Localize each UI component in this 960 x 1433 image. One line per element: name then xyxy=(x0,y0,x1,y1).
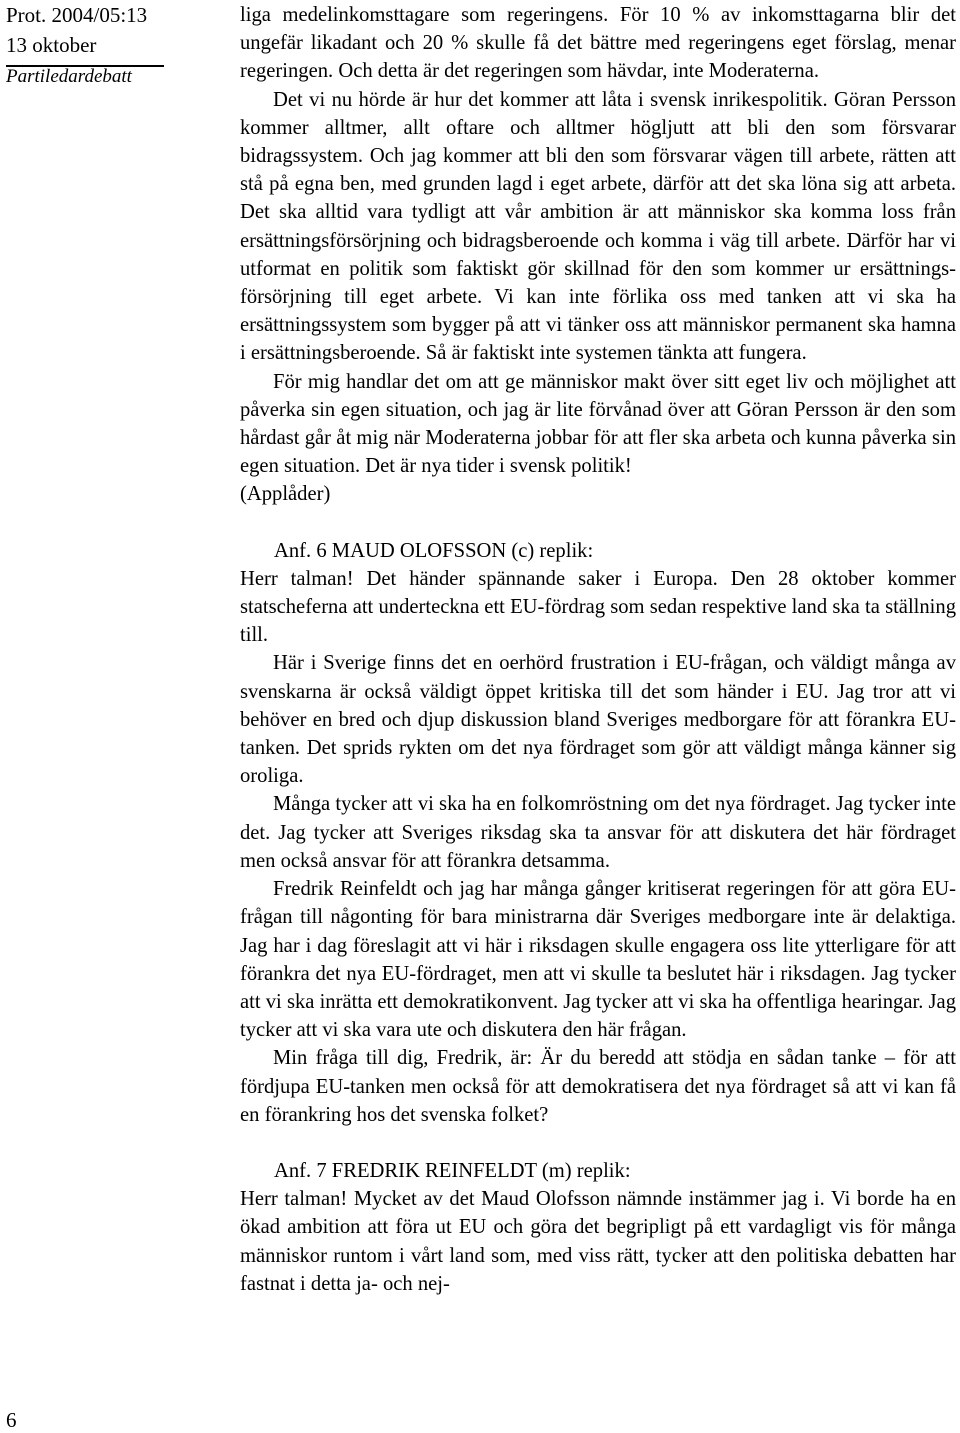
speaker-heading: Anf. 6 MAUD OLOFSSON (c) replik: xyxy=(274,539,594,562)
document-body xyxy=(240,0,956,1433)
paragraph: Här i Sverige finns det en oerhörd frustration i EU-frågan, och väldigt många av svenskarna är också väldigt öppet kritiska till det som händer i EU. Jag tror att vi behöver en bred och djup diskussion bland Sveriges medborgare för att förankra EU-tanken. Det sprids rykten om det nya fördraget som gör att väldigt många känner sig oroliga. xyxy=(240,652,956,788)
paragraph: Många tycker att vi ska ha en folkomröstning om det nya fördraget. Jag tycker inte det. Jag tycker att Sveriges riksdag ska ta ansvar för att diskutera det här fördraget men också ansvar för att förankra detsamma. xyxy=(240,793,956,872)
paragraph: Fredrik Reinfeldt och jag har många gånger kritiserat regeringen för att göra EU-frågan till någonting för bara ministrarna där Sveriges medborgare inte är delaktiga. Jag har i dag föreslagit att vi här i riksdagen skulle engagera oss lite ytterligare för att förankra det nya EU-fördraget, men att vi skulle ta beslutet här i riksdagen. Jag tycker att vi ska inrätta ett demokratikonvent. Jag tycker att vi ska ha offentliga hearingar. Jag tycker att vi ska vara ute och diskutera den här frågan. xyxy=(240,878,956,1042)
section-label: Partiledardebatt xyxy=(6,66,132,87)
paragraph: Herr talman! Det händer spännande saker i Europa. Den 28 oktober kommer statscheferna att underteckna ett EU-fördrag som sedan respektive land ska ta ställning till. xyxy=(240,567,956,647)
paragraph: Herr talman! Mycket av det Maud Olofsson nämnde instämmer jag i. Vi borde ha en ökad ambition att föra ut EU och göra det begripligt på ett vardagligt vis för många människor runtom i vårt land som, med viss rätt, tycker att den politiska debatten har fastnat i detta ja- och nej- xyxy=(240,1188,956,1295)
paragraph: Min fråga till dig, Fredrik, är: Är du beredd att stödja en sådan tanke – för att fördjupa EU-tanken men också för att demokratisera det nya fördraget så att vi kan få en förankring hos det svenska folket? xyxy=(240,1047,956,1126)
protocol-date: 13 oktober xyxy=(6,33,97,57)
speaker-heading: Anf. 7 FREDRIK REINFELDT (m) replik: xyxy=(274,1159,631,1182)
paragraph: liga medelinkomsttagare som regeringens. För 10 % av inkomsttagarna blir det ungefär likadant och 20 % skulle få det bättre med regeringens eget förslag, menar regeringen. Och detta är det regeringen som hävdar, inte Moderaterna. xyxy=(240,4,956,83)
protocol-number: Prot. 2004/05:13 xyxy=(6,3,148,27)
paragraph: För mig handlar det om att ge människor makt över sitt eget liv och möjlighet att påverka sin egen situation, och jag är lite förvånad över att Göran Persson är den som hårdast går åt mig när Moderaterna jobbar för att fler ska arbeta och kunna påverka sin egen situation. Det är nya tider i svensk politik! xyxy=(240,370,956,478)
applause-note: (Applåder) xyxy=(240,483,331,506)
paragraph: Det vi nu hörde är hur det kommer att låta i svensk inrikespolitik. Göran Persson kommer alltmer, allt oftare och alltmer högljutt att bli den som försvarar bidragssystem. Och jag kommer att bli den som försvarar vägen till arbete, rätten att stå på egna ben, med grunden lagd i eget arbete, därför att det ska löna sig att arbeta. Det ska alltid vara tydligt att vår ambition är att människor ska komma loss från ersättningsförsörjning och bidragsberoende och komma i väg till arbete. Därför har vi utformat en politik som faktiskt gör skillnad för den som kommer ur ersättningsförsörjning till eget arbete. Vi kan inte förlika oss med tanken att vi ska ha ersättningssystem som bygger på att vi tänker oss att människor permanent ska hamna i ersättningsberoende. Så är faktiskt inte systemen tänkta att fungera. xyxy=(240,88,956,365)
page-margin xyxy=(6,0,226,1433)
page-number: 6 xyxy=(6,1408,17,1432)
